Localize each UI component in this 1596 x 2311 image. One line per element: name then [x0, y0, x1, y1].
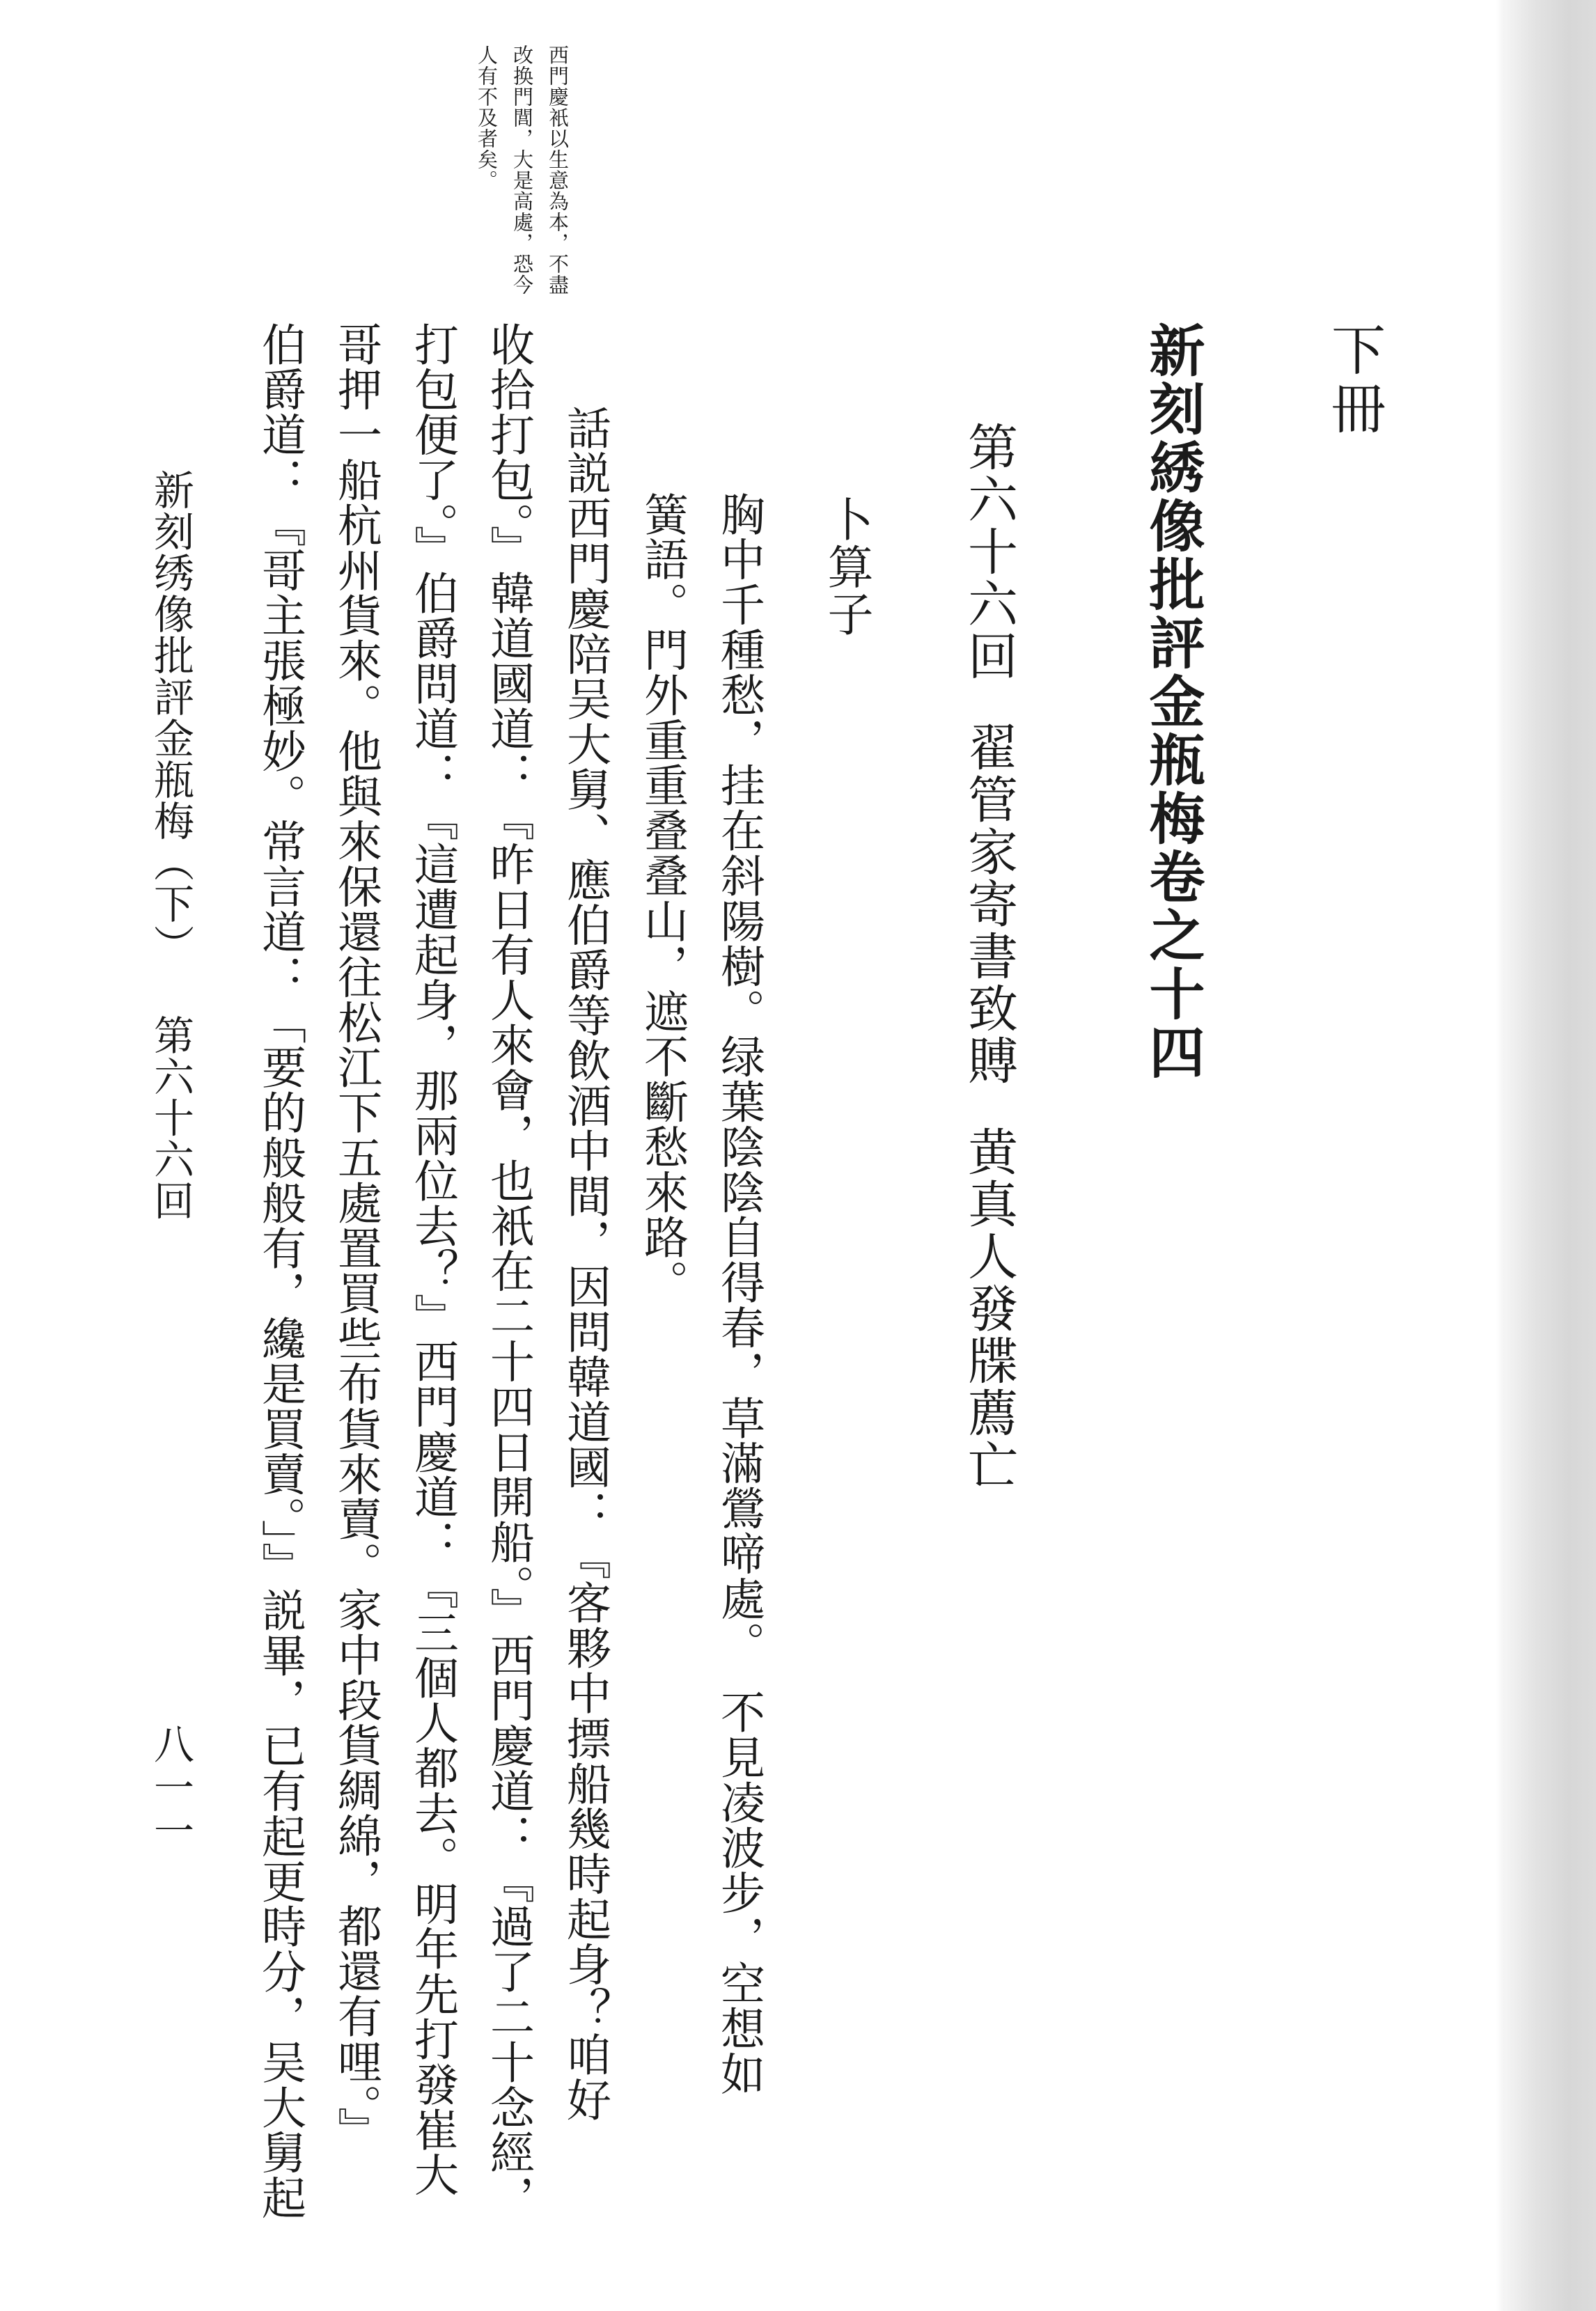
poem-tune-name: 卜算子 [820, 496, 873, 638]
volume-label: 下冊 [1322, 322, 1385, 439]
running-title-book: 新刻绣像批評金瓶梅（下） [147, 469, 194, 966]
page-gutter-shadow [1496, 0, 1505, 2311]
running-title [141, 469, 200, 1221]
marginal-commentary: 西門慶衹以生意為本，不盡改换門閭，大是高處，恐今人有不及者矣。 [475, 45, 570, 295]
chapter-title-part1: 翟管家寄書致賻 [960, 721, 1018, 1087]
body-column-3: 打包便了。』伯爵問道：『這遭起身，那兩位去？』西門慶道：『三個人都去。明年先打發崔大 [407, 322, 458, 2198]
body-column-2: 收拾打包。』韓道國道：『昨日有人來會，也衹在二十四日開船。』西門慶道：『過了二十念經， [483, 322, 534, 2220]
chapter-heading [953, 421, 1025, 1491]
chapter-title-part2: 黄真人發牒薦亡 [960, 1126, 1018, 1491]
book-binding-edge [1505, 0, 1596, 2311]
body-column-5: 伯爵道：『哥主張極妙。常言道：「要的般般有，纔是買賣。」』説畢，已有起更時分，吴大舅起 [254, 322, 306, 2220]
body-column-4: 哥押一船杭州貨來。他與來保還往松江下五處置買些布貨來賣。家中段貨綢綿，都還有哩。』 [330, 322, 382, 2152]
poem-line-1: 胸中千種愁，挂在斜陽樹。绿葉陰陰自得春，草滿鶯啼處。 不見凌波步，空想如 [713, 492, 765, 2097]
chapter-number: 第六十六回 [960, 421, 1018, 682]
body-column-1: 話説西門慶陪吴大舅、應伯爵等飲酒中間，因問韓道國：『客夥中摽船幾時起身？咱好 [559, 405, 611, 2123]
poem-line-2: 簧語。門外重重叠叠山，遮不斷愁來路。 [636, 492, 688, 1306]
page-number: 八一一 [147, 1723, 194, 1853]
book-title: 新刻綉像批評金瓶梅卷之十四 [1140, 322, 1205, 1082]
running-title-chapter: 第六十六回 [147, 1014, 194, 1221]
